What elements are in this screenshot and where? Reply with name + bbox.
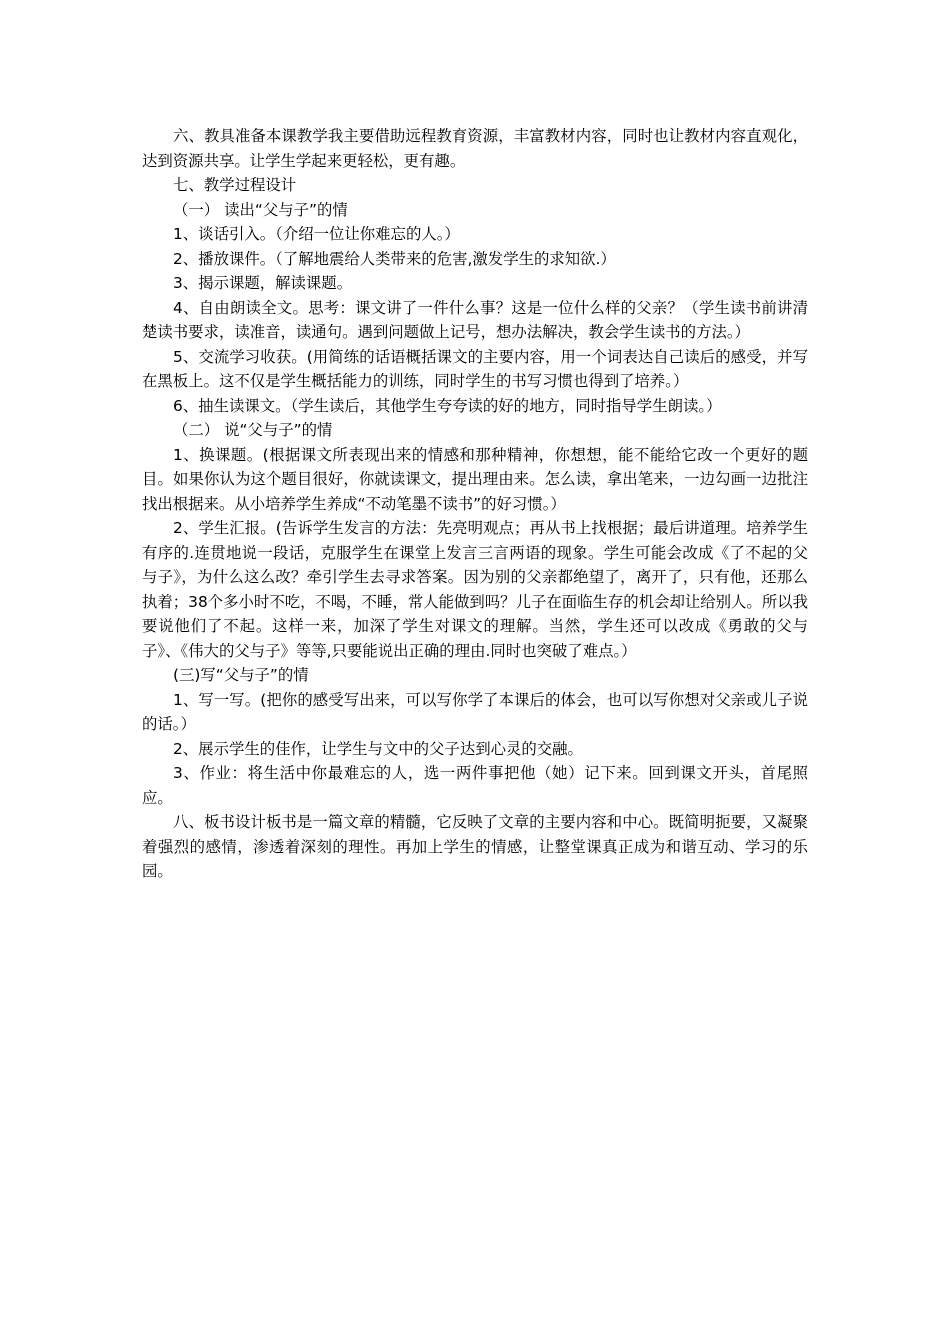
paragraph-step-1-2: 2、播放课件。（了解地震给人类带来的危害,激发学生的求知欲.） — [173, 249, 616, 268]
document-body — [142, 124, 808, 884]
paragraph-board-design: 八、板书设计板书是一篇文章的精髓，它反映了文章的主要内容和中心。既简明扼要，又凝聚着强烈的感情，渗透着深刻的理性。再加上学生的情感，让整堂课真正成为和谐互动、学习的乐园。 — [142, 813, 808, 880]
paragraph-step-2-1: 1、换课题。(根据课文所表现出来的情感和那种精神，你想想，能不能给它改一个更好的题目。如果你认为这个题目很好，你就读课文，提出理由来。怎么读，拿出笔来，一边勾画一边批注找出根据来。从小培养学生养成“不动笔墨不读书”的好习惯。） — [142, 445, 808, 513]
paragraph-step-1-6: 6、抽生读课文。（学生读后，其他学生夸夸读的好的地方，同时指导学生朗读。） — [173, 396, 722, 415]
paragraph-step-1-1: 1、谈话引入。（介绍一位让你难忘的人。） — [173, 225, 460, 243]
paragraph-teaching-aids: 六、教具准备本课教学我主要借助远程教育资源，丰富教材内容，同时也让教材内容直观化，达到资源共享。让学生学起来更轻松，更有趣。 — [142, 127, 808, 170]
paragraph-step-1-4: 4、自由朗读全文。思考：课文讲了一件什么事？这是一位什么样的父亲？（学生读书前讲清楚读书要求，读准音，读通句。遇到问题做上记号，想办法解决，教会学生读书的方法。） — [142, 298, 808, 341]
paragraph-step-2-2: 2、学生汇报。(告诉学生发言的方法：先亮明观点；再从书上找根据；最后讲道理。培养学生有序的.连贯地说一段话，克服学生在课堂上发言三言两语的现象。学生可能会改成《了不起的父与子》，为什么这么改？牵引学生去寻求答案。因为别的父亲都绝望了，离开了，只有他，还那么执着；38个多小时不吃，不喝，不睡，常人能做到吗？儿子在面临生存的机会却让给别人。所以我要说他们了不起。这样一来，加深了学生对课文的理解。当然，学生还可以改成《勇敢的父与子》、《伟大的父与子》等等,只要能说出正确的理由.同时也突破了难点。） — [142, 519, 808, 660]
paragraph-step-3-3: 3、作业：将生活中你最难忘的人，选一两件事把他（她）记下来。回到课文开头，首尾照应。 — [142, 764, 808, 807]
paragraph-step-3-2: 2、展示学生的佳作，让学生与文中的父子达到心灵的交融。 — [173, 739, 583, 758]
paragraph-step-1-5: 5、交流学习收获。(用简练的话语概括课文的主要内容，用一个词表达自己读后的感受，并写在黑板上。这不仅是学生概括能力的训练，同时学生的书写习惯也得到了培养。） — [142, 347, 808, 390]
subheading-part-one: （一） 读出“父与子”的情 — [173, 200, 348, 219]
subheading-part-three: (三)写“父与子”的情 — [173, 666, 309, 684]
paragraph-step-1-3: 3、揭示课题，解读课题。 — [173, 274, 353, 292]
paragraph-step-3-1: 1、写一写。(把你的感受写出来，可以写你学了本课后的体会，也可以写你想对父亲或儿子说的话。） — [142, 690, 808, 733]
subheading-part-two: （二） 说“父与子”的情 — [173, 421, 333, 439]
heading-teaching-process: 七、教学过程设计 — [173, 176, 297, 194]
